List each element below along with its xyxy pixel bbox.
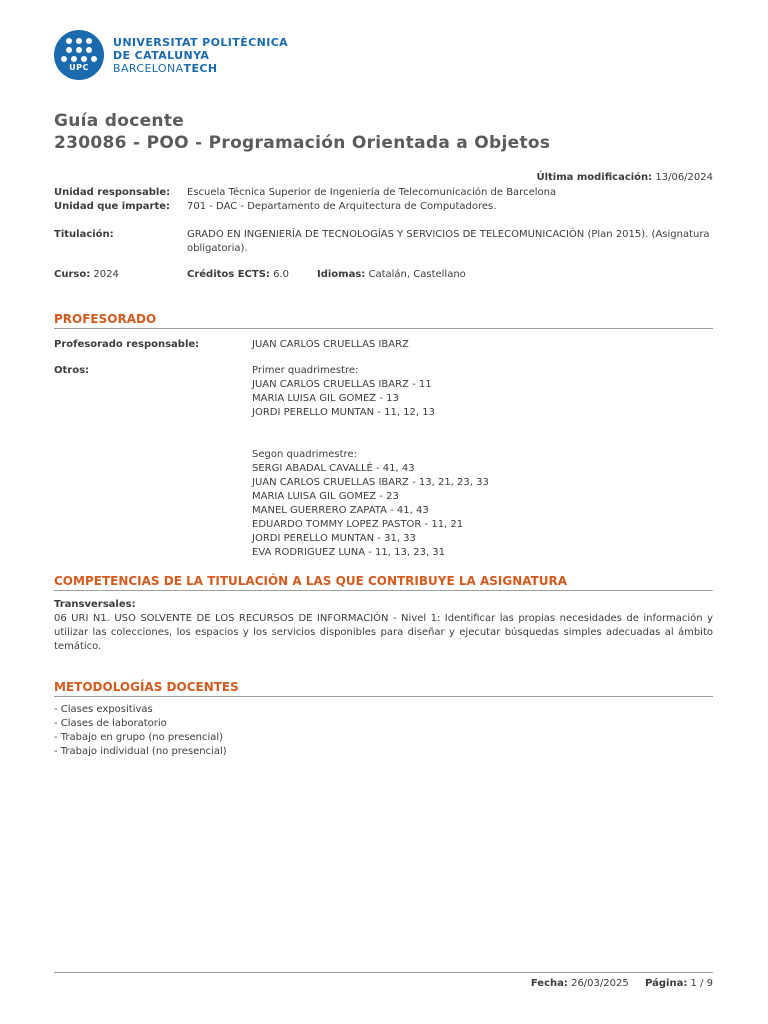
- metodologias-list: [54, 703, 713, 759]
- list-item: - Trabajo individual (no presencial): [54, 746, 227, 757]
- unidad-imparte-value: 701 - DAC - Departamento de Arquitectura de Computadores.: [187, 201, 497, 212]
- university-name: [113, 36, 288, 75]
- q2-title: Segon quadrimestre:: [252, 449, 357, 460]
- profesorado-responsable-value: JUAN CARLOS CRUELLAS IBARZ: [252, 339, 409, 350]
- fecha-label: Fecha:: [530, 978, 568, 989]
- curso-value: 2024: [93, 269, 119, 280]
- footer: [531, 978, 713, 989]
- titulacion-value: GRADO EN INGENIERÍA DE TECNOLOGÍAS Y SERVICIOS DE TELECOMUNICACIÓN (Plan 2015). (Asignatura obligatoria).: [187, 229, 710, 254]
- pagina-value: 1 / 9: [690, 978, 713, 989]
- otros-label: Otros:: [54, 365, 90, 376]
- q2-teacher: EDUARDO TOMMY LOPEZ PASTOR - 11, 21: [252, 519, 464, 530]
- list-item: - Clases expositivas: [54, 704, 153, 715]
- last-modified-label: Última modificación:: [536, 172, 653, 183]
- q2-teacher: JORDI PERELLO MUNTAN - 31, 33: [252, 533, 416, 544]
- q1-title: Primer quadrimestre:: [252, 365, 359, 376]
- competencias-block: [54, 598, 713, 654]
- title-line2: 230086 - POO - Programación Orientada a Objetos: [54, 133, 551, 153]
- section-profesorado-heading: PROFESORADO: [54, 311, 713, 329]
- curso-row: [54, 268, 713, 282]
- q2-teacher: MARIA LUISA GIL GOMEZ - 23: [252, 491, 399, 502]
- last-modified-value: 13/06/2024: [655, 172, 713, 183]
- barcelona-text: BARCELONA: [113, 61, 184, 75]
- unidad-responsable-label: Unidad responsable:: [54, 187, 171, 198]
- page-title: [54, 110, 550, 154]
- transversales-label: Transversales:: [54, 599, 136, 610]
- curso-label: Curso:: [54, 269, 91, 280]
- unidad-responsable-value: Escuela Técnica Superior de Ingeniería de Telecomunicación de Barcelona: [187, 187, 557, 198]
- q2-teacher: EVA RODRIGUEZ LUNA - 11, 13, 23, 31: [252, 547, 446, 558]
- pagina-label: Página:: [645, 978, 688, 989]
- upc-logo: [54, 30, 288, 80]
- university-name-line2: DE CATALUNYA: [113, 48, 210, 62]
- list-item: - Clases de laboratorio: [54, 718, 167, 729]
- upc-logo-abbr: UPC: [69, 63, 89, 72]
- list-item: - Trabajo en grupo (no presencial): [54, 732, 224, 743]
- title-line1: Guía docente: [54, 111, 185, 131]
- q2-teacher: SERGI ABADAL CAVALLÉ - 41, 43: [252, 463, 415, 474]
- otros-list: [252, 364, 489, 560]
- fecha-value: 26/03/2025: [571, 978, 629, 989]
- tech-text: TECH: [183, 61, 218, 75]
- university-name-line3: [113, 62, 288, 75]
- section-competencias-heading: COMPETENCIAS DE LA TITULACIÓN A LAS QUE CONTRIBUYE LA ASIGNATURA: [54, 573, 713, 591]
- creditos-label: Créditos ECTS:: [187, 269, 270, 280]
- idiomas-value: Catalán, Castellano: [368, 269, 466, 280]
- idiomas-label: Idiomas:: [317, 269, 366, 280]
- last-modified: [536, 172, 713, 183]
- upc-logo-icon: [54, 30, 104, 80]
- footer-divider: [54, 972, 713, 973]
- q1-teacher: JUAN CARLOS CRUELLAS IBARZ - 11: [252, 379, 432, 390]
- q2-teacher: JUAN CARLOS CRUELLAS IBARZ - 13, 21, 23, 33: [252, 477, 489, 488]
- section-metodologias-heading: METODOLOGÍAS DOCENTES: [54, 679, 713, 697]
- unidad-imparte-label: Unidad que imparte:: [54, 201, 171, 212]
- profesorado-responsable-label: Profesorado responsable:: [54, 339, 200, 350]
- transversales-text: 06 URI N1. USO SOLVENTE DE LOS RECURSOS DE INFORMACIÓN - Nivel 1: Identificar las propias necesidades de información y utilizar las colecciones, los espacios y los servicios disponibles para diseñar y ejecutar búsquedas simples adecuadas al ámbito temático.: [54, 613, 713, 652]
- titulacion-label: Titulación:: [54, 229, 114, 240]
- university-name-line1: UNIVERSITAT POLITÈCNICA: [113, 35, 289, 49]
- q1-teacher: MARIA LUISA GIL GOMEZ - 13: [252, 393, 399, 404]
- creditos-value: 6.0: [273, 269, 290, 280]
- q2-teacher: MANEL GUERRERO ZAPATA - 41, 43: [252, 505, 429, 516]
- q1-teacher: JORDI PERELLO MUNTAN - 11, 12, 13: [252, 407, 435, 418]
